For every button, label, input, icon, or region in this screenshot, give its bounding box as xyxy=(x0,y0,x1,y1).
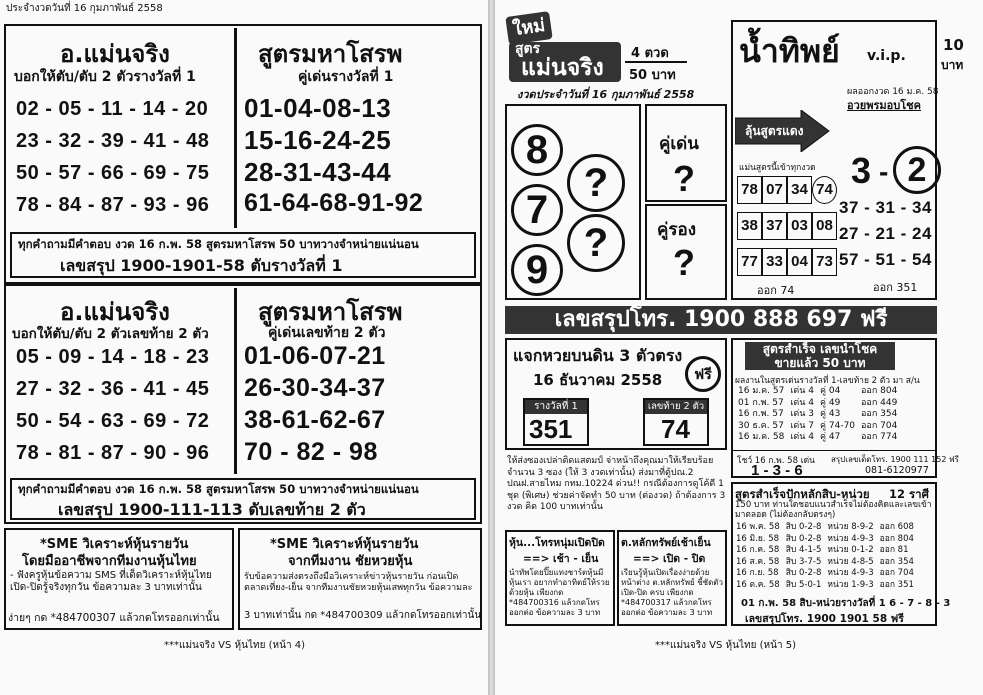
big-digit: 9 xyxy=(511,244,563,296)
cell: 30 ธ.ค. 57 xyxy=(738,420,784,431)
cell: ออก 608 xyxy=(879,522,914,532)
grid-cell: 37 xyxy=(762,212,787,240)
table-row xyxy=(735,386,900,398)
cell: คู่ 04 xyxy=(819,386,841,396)
page-footer-left: ***แม่นจริง VS หุ้นไทย (หน้า 4) xyxy=(164,640,306,651)
twelve-count: 12 ราศี xyxy=(889,487,929,501)
cell: สิบ 3-7-5 xyxy=(785,556,822,567)
cell: ออก 704 xyxy=(879,568,914,578)
namtip-price: 10 xyxy=(943,36,964,54)
formula-title-bg xyxy=(745,342,895,370)
cell: 16 ก.ย. 58 xyxy=(736,568,779,578)
cell: ออก 354 xyxy=(879,556,914,567)
box1-row: 78 - 84 - 87 - 93 - 96 xyxy=(16,194,210,216)
namtip-row: 27 - 21 - 24 xyxy=(839,224,932,243)
big-digit: 8 xyxy=(511,124,563,176)
qmark: ? xyxy=(567,154,625,212)
box1-row: 50 - 57 - 66 - 69 - 75 xyxy=(16,162,210,184)
arrow-label: ลุ้นสูตรแดง xyxy=(745,124,804,138)
grid-cell: 77 xyxy=(737,248,762,276)
right-page xyxy=(495,0,983,695)
box4-row: 70 - 82 - 98 xyxy=(244,438,378,466)
pair-top-a: 3 xyxy=(851,150,872,191)
box3-row: 27 - 32 - 36 - 41 - 45 xyxy=(16,378,210,400)
prize-value: 351 xyxy=(529,414,573,444)
grid-caption: แม่นสูตรนี้เข้าทุกงวด xyxy=(739,163,816,173)
free-date: 16 ธันวาคม 2558 xyxy=(533,371,663,389)
stock1-body: นำทัพโดยปิ๊ยแทงชาร์ตหุ้นมีหุ้นเรา อยากทำอาทิตย์ให้รวยด้วยหุ้น เพียงกด *484700316 แล้วกดโทรออกต่อ ข้อความละ 3 บาท xyxy=(509,568,610,617)
box2-row: 01-04-08-13 xyxy=(244,93,392,123)
formula-phone2: 081-6120977 xyxy=(865,465,929,476)
cell: ออก 774 xyxy=(861,432,898,442)
cell: หน่วย 4-9-3 xyxy=(827,533,874,544)
cell: 16 พ.ค. 58 xyxy=(736,522,780,532)
box4-title: สูตรมหาโสรพ xyxy=(258,298,403,326)
formula-divider xyxy=(733,450,935,451)
cell: ออก 81 xyxy=(879,545,909,555)
table-row xyxy=(733,534,917,546)
namtip-result-note: อวยพรมอบโชค xyxy=(847,99,921,112)
twelve-desc: 150 บาท ท่านใดชอบแนวสำเร็จไม่ต้องคิดและเลขเข้ามาตลอด (ไม่ต้องกลับตรงๆ) xyxy=(735,500,932,520)
cell: คู่ 49 xyxy=(819,397,841,408)
badge-new: ใหม่ xyxy=(505,11,552,45)
grid-cell: 03 xyxy=(787,212,812,240)
free-badge: ฟรี xyxy=(685,356,721,392)
cell: 16 ส.ค. 58 xyxy=(736,556,780,567)
page-header: ประจำงวดวันที่ 16 กุมภาพันธ์ 2558 xyxy=(6,3,163,14)
cell: หน่วย 4-9-3 xyxy=(827,568,874,578)
ad1-title: *SME วิเคราะห์หุ้นรายวัน xyxy=(40,537,189,552)
cell: 16 มิ.ย. 58 xyxy=(736,533,780,544)
stock2-title: ต.หลักทรัพย์เช้าเย็น xyxy=(621,537,711,549)
stock2-sub: ==> เปิด - ปิด xyxy=(633,553,706,565)
pair-qmark: ? xyxy=(673,158,695,199)
price-divider xyxy=(625,61,687,63)
box3-subtitle: บอกให้ตับ/ตับ 2 ตัวเลขท้าย 2 ตัว xyxy=(12,326,209,342)
grid-cell: 78 xyxy=(737,176,762,204)
left-page xyxy=(0,0,488,695)
ad2-code: 3 บาทเท่านั้น กด *484700309 แล้วกดโทรออกเท่านั้น xyxy=(244,610,482,621)
twelve-phone: เลขสรุปโทร. 1900 1901 58 ฟรี xyxy=(745,613,904,625)
box2-title: สูตรมหาโสรพ xyxy=(258,40,403,68)
table-row xyxy=(735,421,900,433)
box2-row: 15-16-24-25 xyxy=(244,125,392,155)
cell: เด่น 7 xyxy=(790,420,814,431)
cell: สิบ 5-0-1 xyxy=(785,579,822,590)
divider xyxy=(234,28,237,228)
table-row xyxy=(733,522,917,534)
free-line1: แจกหวยบนดิน 3 ตัวตรง xyxy=(513,346,683,365)
box4-row: 38-61-62-67 xyxy=(244,406,386,434)
formula-phone: สรุปเลขเด็ดโทร. 1900 111 152 ฟรี xyxy=(831,455,959,464)
ad2-line2: จากทีมงาน ชัยหวยหุ้น xyxy=(288,554,413,569)
cell: หน่วย 8-9-2 xyxy=(827,522,874,532)
cell: เด่น 4 xyxy=(790,432,814,442)
cell: เด่น 3 xyxy=(790,409,814,419)
price-top: 4 ตวด xyxy=(631,46,669,61)
grid-cell: 33 xyxy=(762,248,787,276)
cell: 01 ก.พ. 57 xyxy=(738,397,784,408)
namtip-row: 37 - 31 - 34 xyxy=(839,198,932,217)
qmark: ? xyxy=(567,214,625,272)
ad2-body: รับข้อความส่งตรงถึงมือวิเคราะห์ข่าวหุ้นรายวัน ก่อนเปิดตลาดเที่ยง-เย็น จากทีมงานชัยหวยหุ้นเสพทุกวัน ข้อความละ xyxy=(244,572,473,593)
cell: 16 ก.พ. 57 xyxy=(738,409,784,419)
cell: หน่วย 4-8-5 xyxy=(827,556,874,567)
cell: ออก 351 xyxy=(879,579,914,590)
cell: เด่น 4 xyxy=(790,397,814,408)
divider xyxy=(234,288,237,474)
cell: 16 ม.ค. 57 xyxy=(738,386,785,396)
prize-label: รางวัลที่ 1 xyxy=(525,400,587,414)
grid-cell: 74 xyxy=(812,176,837,204)
cell: ออก 804 xyxy=(879,533,914,544)
ad1-code: ง่ายๆ กด *484700307 แล้วกดโทรออกเท่านั้น xyxy=(8,612,220,624)
grid-cell: 08 xyxy=(812,212,837,240)
table-row xyxy=(735,398,900,410)
namtip-title: น้ำทิพย์ xyxy=(739,32,840,70)
formula-next-value: 1 - 3 - 6 xyxy=(751,462,803,479)
pair-top-sep: - xyxy=(879,156,889,187)
promo-text: ให้ส่งซองเปล่าติดแสตมป์ จ่าหน้าถึงคุณมาให้เรียบร้อย จำนวน 3 ซอง (ให้ 3 งวดเท่านั้น) ส่งมาที่ตู้ปณ.2 ปณฝ.สายไหม กทม.10224 ด่วน!! กรณีต้องการดูโค้ดี 1 ชุด (พิเศษ) ช่วยค่าจัดทำ 50 บาท (ต่องวด) ถ้าต้องการ 3 งวด คิด 100 บาทเท่านั้น xyxy=(507,456,726,512)
box3-row: 50 - 54 - 63 - 69 - 72 xyxy=(16,410,210,432)
box4-row: 26-30-34-37 xyxy=(244,374,386,402)
stock1-title: หุ้น...โทรหนุ่มเปิดปิด xyxy=(509,537,605,549)
cell: สิบ 4-1-5 xyxy=(785,545,822,555)
grid-cell: 07 xyxy=(762,176,787,204)
cell: ออก 449 xyxy=(861,397,898,408)
right-out: ออก 351 xyxy=(873,281,918,294)
brand-top: สูตร xyxy=(515,41,541,57)
ad1-body: - ฟังครูหุ้นข้อความ SMS ที่เด็ดวิเคราะห์หุ้นไทย เปิด-ปิดรู้จริงทุกวัน ข้อความละ 3 บาทเท่านั้น xyxy=(10,570,212,593)
cell: คู่ 43 xyxy=(819,409,841,419)
cell: ออก 804 xyxy=(861,386,898,396)
brand-main: แม่นจริง xyxy=(521,55,604,81)
grid-cell: 38 xyxy=(737,212,762,240)
cell: 16 ม.ค. 58 xyxy=(738,432,785,442)
table-row xyxy=(733,568,917,580)
formula-title: สูตรสำเร็จ เลขนำโชค xyxy=(762,342,878,356)
twelve-next: 01 ก.พ. 58 สิบ-หน่วยรางวัลที่ 1 6 - 7 - 8 - 3 xyxy=(741,598,951,609)
twelve-title: สูตรสำเร็จปักหลักสิบ-หน่วย xyxy=(735,487,870,501)
formula-subtitle: ขายแล้ว 50 บาท xyxy=(774,356,866,370)
cell: 16 ก.ค. 58 xyxy=(736,545,780,555)
summary-2: เลขสรุป 1900-111-113 ดับเลขท้าย 2 ตัว xyxy=(58,500,366,519)
box2-subtitle: คู่เด่นรางวัลที่ 1 xyxy=(298,69,394,85)
stock1-sub: ==> เช้า - เย็น xyxy=(523,553,599,565)
notice-2: ทุกคำถามมีคำตอบ งวด 16 ก.พ. 58 สูตรมหาโสรพ 50 บาทวางจำหน่ายแน่นอน xyxy=(18,482,419,496)
box2-row: 28-31-43-44 xyxy=(244,157,392,187)
box3-row: 05 - 09 - 14 - 18 - 23 xyxy=(16,346,210,368)
last2-label: เลขท้าย 2 ตัว xyxy=(645,400,707,414)
draw-date: งวดประจำวันที่ 16 กุมภาพันธ์ 2558 xyxy=(517,88,695,101)
table-row xyxy=(735,432,900,444)
table-row xyxy=(733,580,917,592)
formula-next-label: โชว์ 16 ก.พ. 58 เด่น xyxy=(737,456,815,466)
cell: เด่น 4 xyxy=(790,386,814,396)
box1-title: อ.แม่นจริง xyxy=(60,40,170,68)
cell: หน่วย 1-9-3 xyxy=(827,579,874,590)
cell: คู่ 74-70 xyxy=(819,420,856,431)
box4-row: 01-06-07-21 xyxy=(244,342,386,370)
cell: สิบ 0-2-8 xyxy=(785,522,822,532)
pair-top-b: 2 xyxy=(893,146,941,194)
pair-label: คู่เด่น xyxy=(659,134,699,154)
page-footer-right: ***แม่นจริง VS หุ้นไทย (หน้า 5) xyxy=(655,640,797,651)
summary-1: เลขสรุป 1900-1901-58 ตับรางวัลที่ 1 xyxy=(60,256,343,275)
box2-row: 61-64-68-91-92 xyxy=(244,189,424,217)
cell: คู่ 47 xyxy=(819,432,841,442)
twelve-table xyxy=(733,522,917,591)
box3-row: 78 - 81 - 87 - 90 - 96 xyxy=(16,442,210,464)
ad2-title: *SME วิเคราะห์หุ้นรายวัน xyxy=(270,537,419,552)
namtip-price-unit: บาท xyxy=(941,58,964,72)
table-row xyxy=(733,545,917,557)
second-qmark: ? xyxy=(673,242,695,283)
table-row xyxy=(733,557,917,569)
grid-cell: 04 xyxy=(787,248,812,276)
box1-row: 02 - 05 - 11 - 14 - 20 xyxy=(16,98,209,120)
ad1-line2: โดยมืออาชีพจากทีมงานหุ้นไทย xyxy=(22,554,197,569)
box1-subtitle: บอกให้ตับ/ตับ 2 ตัวรางวัลที่ 1 xyxy=(14,69,196,85)
grid-cell: 73 xyxy=(812,248,837,276)
stock2-body: เรียนรู้หุ้นเปิดเรื่องง่ายด้วยหน้าต่าง ต.หลักทรัพย์ ชี้ชัดตัว เปิด-ปิด ครบ เพียงกด *484700317 แล้วกดโทรออกต่อ ข้อความละ 3 บาท xyxy=(621,568,723,617)
box4-subtitle: คู่เด่นเลขท้าย 2 ตัว xyxy=(268,325,386,341)
formula-table xyxy=(735,386,900,444)
box1-row: 23 - 32 - 39 - 41 - 48 xyxy=(16,130,210,152)
namtip-row: 57 - 51 - 54 xyxy=(839,250,932,269)
cell: หน่วย 0-1-2 xyxy=(827,545,874,555)
cell: ออก 354 xyxy=(861,409,898,419)
last2-value: 74 xyxy=(661,414,690,444)
price-bottom: 50 บาท xyxy=(629,68,676,83)
table-row xyxy=(735,409,900,421)
box3-title: อ.แม่นจริง xyxy=(60,298,170,326)
namtip-result-label: ผลออกงวด 16 ม.ค. 58 xyxy=(847,87,939,97)
page-gutter xyxy=(488,0,495,695)
notice-1: ทุกคำถามมีคำตอบ งวด 16 ก.พ. 58 สูตรมหาโสรพ 50 บาทวางจำหน่ายแน่นอน xyxy=(18,237,419,251)
cell: สิบ 0-2-8 xyxy=(785,533,822,544)
second-label: คู่รอง xyxy=(657,220,697,240)
phone-banner: เลขสรุปโทร. 1900 888 697 ฟรี xyxy=(505,306,937,334)
formula-caption: ผลงานในสูตรเด่นรางวัลที่ 1-เลขท้าย 2 ตัว มา ส/น xyxy=(735,376,920,386)
big-digit: 7 xyxy=(511,184,563,236)
cell: 16 ต.ค. 58 xyxy=(736,579,780,590)
cell: ออก 704 xyxy=(861,420,898,431)
namtip-suffix: v.i.p. xyxy=(867,48,906,64)
cell: สิบ 0-2-8 xyxy=(785,568,822,578)
grid-out: ออก 74 xyxy=(757,284,795,297)
grid-cell: 34 xyxy=(787,176,812,204)
